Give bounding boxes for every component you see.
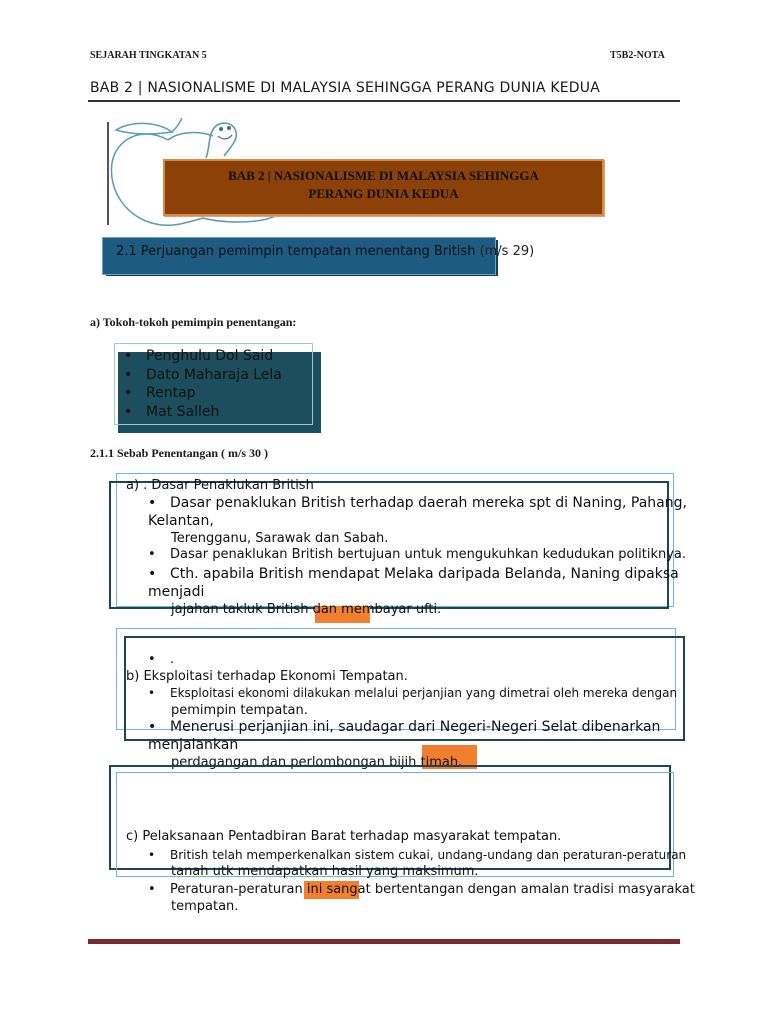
block-b-bullet-2-cont: menjalankan <box>148 737 239 753</box>
chapter-title-line2: PERANG DUNIA KEDUA <box>308 186 459 201</box>
section-heading-text: 2.1 Perjuangan pemimpin tempatan menentang British <box>116 244 476 259</box>
block-a-bullet-3-cont: menjadi <box>148 584 205 600</box>
block-b-bullet-1: • Eksploitasi ekonomi dilakukan melalui perjanjian yang dimetrai oleh mereka dengan <box>148 686 678 700</box>
block-a-bullet-1-cont: Kelantan, <box>148 513 214 529</box>
block-a-bullet-3-cont2: jajahan takluk British dan membayar ufti. <box>171 602 442 617</box>
block-c-heading: c) Pelaksanaan Pentadbiran Barat terhadap masyarakat tempatan. <box>126 829 562 844</box>
chapter-title-box <box>163 159 604 216</box>
block-c-bullet-2-cont: tempatan. <box>171 899 239 914</box>
chapter-title-line1: BAB 2 | NASIONALISME DI MALAYSIA SEHINGGA <box>228 168 539 183</box>
causes-heading: 2.1.1 Sebab Penentangan ( m/s 30 ) <box>90 446 269 460</box>
section-heading <box>116 244 534 259</box>
leaders-heading: a) Tokoh-tokoh pemimpin penentangan: <box>90 315 297 329</box>
block-a-heading: a) . Dasar Penaklukan British <box>126 478 314 493</box>
header-subject: SEJARAH TINGKATAN 5 <box>90 50 207 61</box>
block-a-bullet-1: • Dasar penaklukan British terhadap daerah mereka spt di Naning, Pahang, <box>148 495 687 511</box>
header-rule <box>88 100 680 102</box>
block-a-bullet-3: • Cth. apabila British mendapat Melaka daripada Belanda, Naning dipaksa <box>148 566 679 582</box>
block-c-bullet-1-cont: tanah utk mendapatkan hasil yang maksimum. <box>171 864 479 879</box>
list-item: • Dato Maharaja Lela <box>124 366 282 383</box>
leaders-list <box>124 347 282 421</box>
chapter-line: BAB 2 | NASIONALISME DI MALAYSIA SEHINGGA PERANG DUNIA KEDUA <box>90 80 600 96</box>
list-item: • Rentap <box>124 385 196 401</box>
section-page-ref: (m/s 29) <box>475 244 535 259</box>
block-a-bullet-1-cont2: Terengganu, Sarawak dan Sabah. <box>171 531 389 546</box>
header-code: T5B2-NOTA <box>610 50 665 61</box>
list-item: • Mat Salleh <box>124 403 220 420</box>
footer-rule <box>88 939 680 944</box>
block-b-bullet-2-cont2: perdagangan dan perlombongan bijih timah. <box>171 755 463 770</box>
list-item: • Penghulu Dol Said <box>124 348 274 364</box>
block-a-bullet-2: • Dasar penaklukan British bertujuan untuk mengukuhkan kedudukan politiknya. <box>148 547 687 562</box>
block-b-bullet-1-cont: pemimpin tempatan. <box>171 703 308 718</box>
block-b-bullet-2: • Menerusi perjanjian ini, saudagar dari Negeri-Negeri Selat dibenarkan <box>148 719 661 735</box>
block-c-bullet-1: • British telah memperkenalkan sistem cukai, undang-undang dan peraturan-peraturan <box>148 848 687 862</box>
block-c-bullet-2: • Peraturan-peraturan ini sangat bertentangan dengan amalan tradisi masyarakat <box>148 882 695 897</box>
block-b-heading: b) Eksploitasi terhadap Ekonomi Tempatan. <box>126 669 408 684</box>
block-b-dot-line: • . <box>148 652 175 667</box>
